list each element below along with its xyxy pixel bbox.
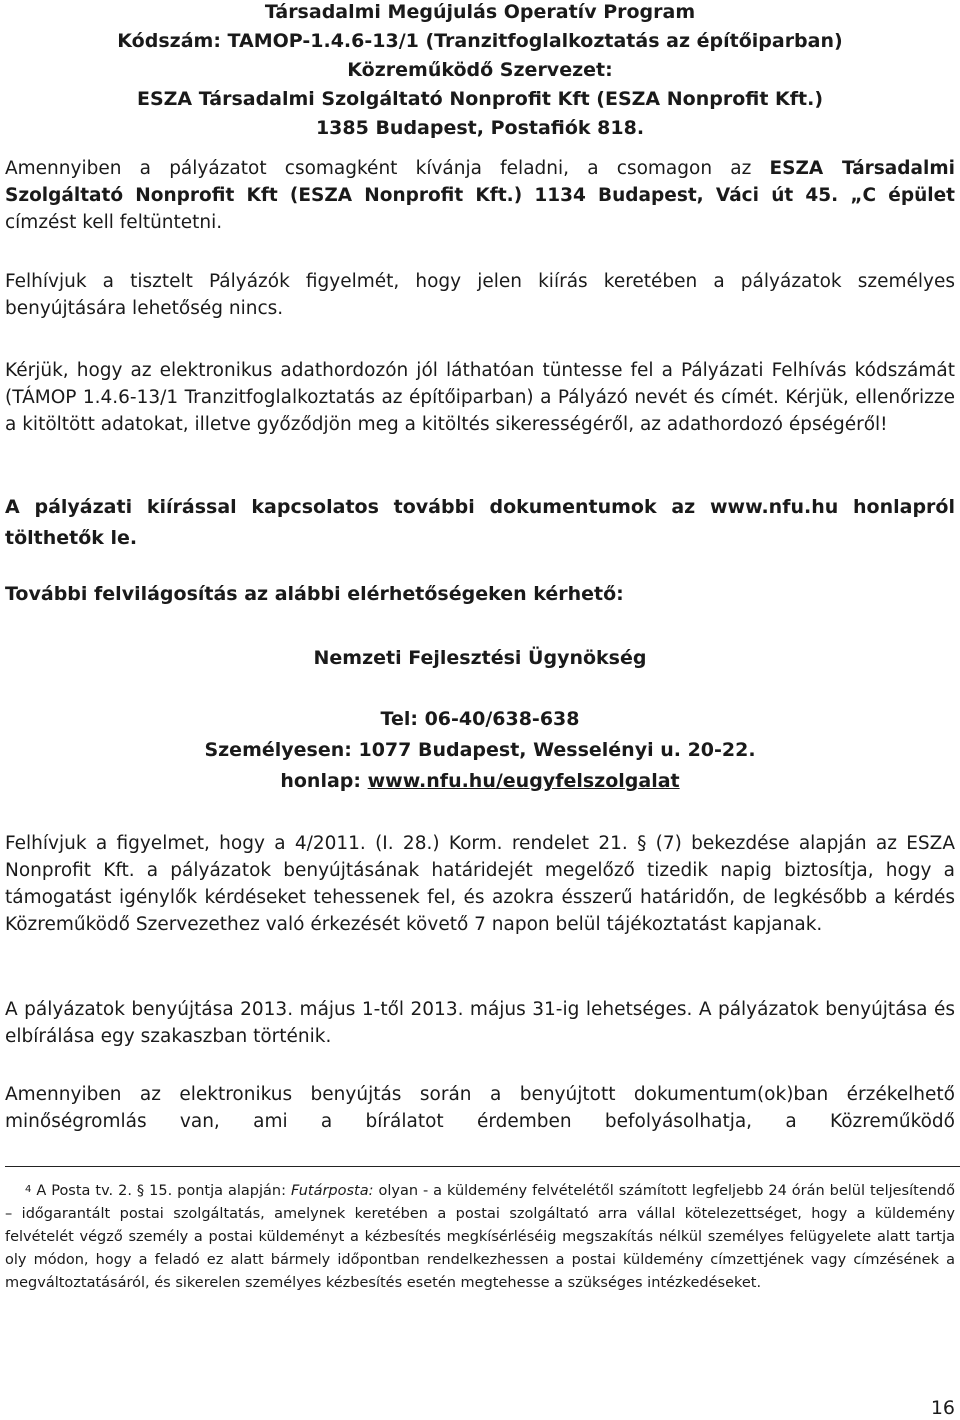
intermediate-body-name: ESZA Társadalmi Szolgáltató Nonprofit Kft (ESZA Nonprofit Kft.) <box>136 88 824 110</box>
package-text-intro: Amennyiben a pályázatot csomagként kívánja feladni, a csomagon az <box>5 158 770 179</box>
decree-text-rest: (7) bekezdése alapján az ESZA Nonprofit Kft. a pályázatok benyújtásának határidejét megelőző tizedik napig biztosítja, hogy a támogatást igénylők kérdéseket tehessenek fel, és azokra ésszerű határidőn, de legkésőbb a kérdés Közreműködő Szervezethez való érkezését követő 7 napon belül tájékoztatást kapjanak. <box>5 833 955 935</box>
package-address-bold: ESZA Társadalmi Szolgáltató Nonprofit Kft (ESZA Nonprofit Kft.) 1134 Budapest, Váci út 45. „C épület <box>5 158 955 206</box>
website-link[interactable]: www.nfu.hu/eugyfelszolgalat <box>367 770 680 792</box>
phone-number: Tel: 06-40/638-638 <box>380 708 580 730</box>
package-text-end: címzést kell feltüntetni. <box>5 212 223 233</box>
program-header <box>5 0 955 143</box>
footnote-term: Futárposta: <box>290 1183 374 1199</box>
program-code: Kódszám: TAMOP-1.4.6-13/1 (Tranzitfoglalkoztatás az építőiparban) <box>117 30 843 52</box>
footnote-text-b: olyan - a küldemény felvételétől számított legfeljebb 24 órán belül teljesítendő – időgarantált postai szolgáltatás, amelynek keretében a postai szolgáltató arra vállal kötelezettséget, hogy a küldemény felvételét végző személy a postai küldeményt a kézbesítés megkísérléséig megszakítás nélkül személyes felügyelete alatt tartja oly módon, hogy a feladó ez alatt bármely időpontban rendelkezhessen a postai küldemény címzettjének vagy címzésének a megváltoztatásáról, és sikerelen személyes kézbesítés esetén megtehesse a szükséges intézkedéseket. <box>5 1183 956 1291</box>
agency-name: Nemzeti Fejlesztési Ügynökség <box>313 647 647 669</box>
documents-download-text: A pályázati kiírással kapcsolatos további dokumentumok az www.nfu.hu honlapról tölthetők le. <box>5 496 955 549</box>
documents-download-paragraph <box>5 492 955 554</box>
postal-address: 1385 Budapest, Postafiók 818. <box>315 117 645 139</box>
footnote-text-a: 15. pontja alapján: <box>144 1183 291 1199</box>
section-sign: § <box>637 833 647 854</box>
footnote-section-sign: § <box>136 1183 145 1199</box>
footnote-separator <box>5 1166 960 1167</box>
website-line <box>5 766 955 797</box>
intermediate-body-label: Közreműködő Szervezet: <box>347 59 613 81</box>
footnote-marker: 4 <box>25 1184 32 1195</box>
submission-deadline-paragraph: A pályázatok benyújtása 2013. május 1-től 2013. május 31-ig lehetséges. A pályázatok benyújtása és elbírálása egy szakaszban történik. <box>5 999 955 1047</box>
decree-paragraph <box>5 830 955 938</box>
quality-degradation-paragraph: Amennyiben az elektronikus benyújtás során a benyújtott dokumentum(ok)ban érzékelhető minőségromlás van, ami a bírálatot érdemben befolyásolhatja, a Közreműködő <box>5 1084 955 1132</box>
data-medium-paragraph: Kérjük, hogy az elektronikus adathordozón jól láthatóan tüntesse fel a Pályázati Felhívás kódszámát (TÁMOP 1.4.6-13/1 Tranzitfoglalkoztatás az építőiparban) a Pályázó nevét és címét. Kérjük, ellenőrizze a kitöltött adatokat, illetve győződjön meg a kitöltés sikerességéről, az adathordozó épségéről! <box>5 360 955 435</box>
decree-text-start: Felhívjuk a figyelmet, hogy a 4/2011. (I. 28.) Korm. rendelet 21. <box>5 833 628 854</box>
personal-address: Személyesen: 1077 Budapest, Wesselényi u. 20-22. <box>204 739 756 761</box>
footnote <box>5 1180 955 1295</box>
no-personal-submission-paragraph: Felhívjuk a tisztelt Pályázók figyelmét, hogy jelen kiírás keretében a pályázatok személyes benyújtására lehetőség nincs. <box>5 271 955 319</box>
page-number: 16 <box>930 1397 955 1419</box>
further-info-heading: További felvilágosítás az alábbi elérhetőségeken kérhető: <box>5 583 624 605</box>
contact-block <box>5 643 955 797</box>
package-address-paragraph <box>5 155 955 236</box>
footnote-intro: A Posta tv. 2. <box>31 1183 132 1199</box>
program-title: Társadalmi Megújulás Operatív Program <box>264 1 696 23</box>
website-label: honlap: <box>280 770 368 792</box>
